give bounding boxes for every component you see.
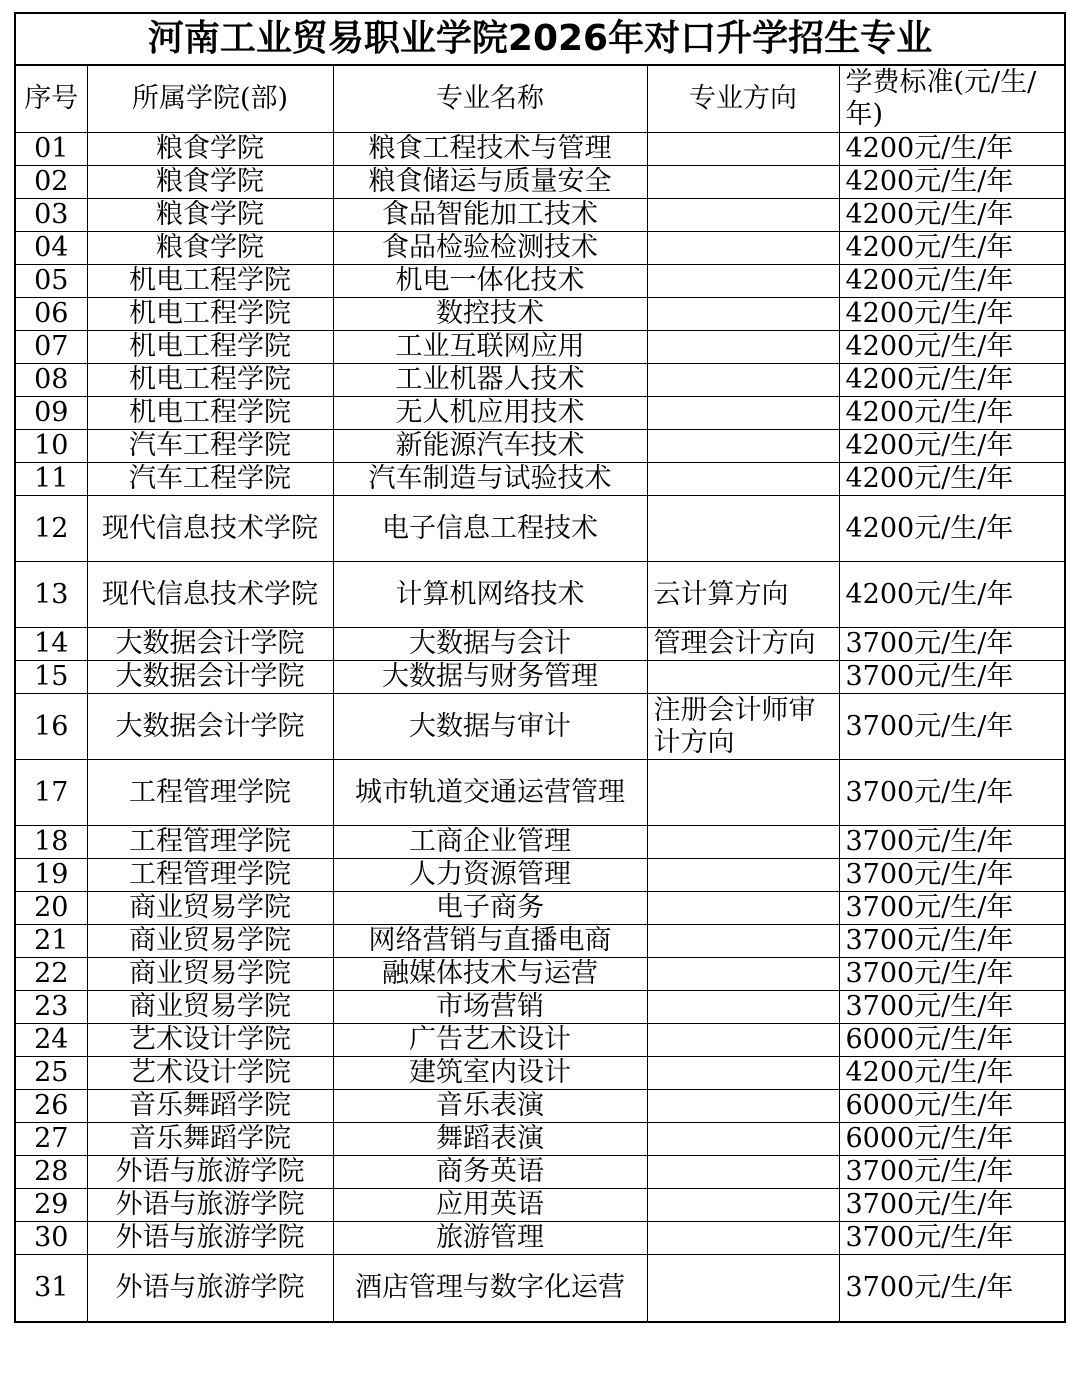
table-row xyxy=(16,562,1066,628)
row-fee: 4200元/生/年 xyxy=(839,331,1066,364)
row-fee: 3700元/生/年 xyxy=(839,925,1066,958)
page-title: 河南工业贸易职业学院2026年对口升学招生专业 xyxy=(16,14,1064,65)
row-college: 粮食学院 xyxy=(87,199,333,232)
row-index: 08 xyxy=(16,364,87,397)
row-college: 商业贸易学院 xyxy=(87,925,333,958)
row-index: 22 xyxy=(16,958,87,991)
row-direction xyxy=(647,133,839,166)
row-fee: 4200元/生/年 xyxy=(839,298,1066,331)
row-direction xyxy=(647,463,839,496)
row-major: 广告艺术设计 xyxy=(333,1024,647,1057)
table-row xyxy=(16,859,1066,892)
row-index: 27 xyxy=(16,1123,87,1156)
row-major: 食品检验检测技术 xyxy=(333,232,647,265)
row-fee: 3700元/生/年 xyxy=(839,826,1066,859)
row-college: 外语与旅游学院 xyxy=(87,1255,333,1321)
row-index: 31 xyxy=(16,1255,87,1321)
table-row xyxy=(16,1024,1066,1057)
row-index: 26 xyxy=(16,1090,87,1123)
table-row xyxy=(16,760,1066,826)
row-direction xyxy=(647,298,839,331)
row-direction xyxy=(647,166,839,199)
row-index: 10 xyxy=(16,430,87,463)
table-row xyxy=(16,331,1066,364)
row-college: 大数据会计学院 xyxy=(87,694,333,760)
row-direction xyxy=(647,892,839,925)
row-index: 13 xyxy=(16,562,87,628)
row-major: 大数据与财务管理 xyxy=(333,661,647,694)
row-major: 食品智能加工技术 xyxy=(333,199,647,232)
row-direction: 云计算方向 xyxy=(647,562,839,628)
row-college: 机电工程学院 xyxy=(87,298,333,331)
table-row xyxy=(16,496,1066,562)
row-major: 市场营销 xyxy=(333,991,647,1024)
row-fee: 3700元/生/年 xyxy=(839,1255,1066,1321)
row-fee: 4200元/生/年 xyxy=(839,562,1066,628)
row-major: 网络营销与直播电商 xyxy=(333,925,647,958)
row-college: 大数据会计学院 xyxy=(87,628,333,661)
row-major: 应用英语 xyxy=(333,1189,647,1222)
row-direction xyxy=(647,265,839,298)
row-direction xyxy=(647,496,839,562)
table-row xyxy=(16,1123,1066,1156)
row-major: 汽车制造与试验技术 xyxy=(333,463,647,496)
row-major: 酒店管理与数字化运营 xyxy=(333,1255,647,1321)
row-fee: 3700元/生/年 xyxy=(839,859,1066,892)
row-college: 艺术设计学院 xyxy=(87,1024,333,1057)
row-index: 05 xyxy=(16,265,87,298)
row-college: 外语与旅游学院 xyxy=(87,1222,333,1255)
table-row xyxy=(16,1189,1066,1222)
header-major: 专业名称 xyxy=(333,66,647,133)
row-college: 音乐舞蹈学院 xyxy=(87,1090,333,1123)
row-direction xyxy=(647,331,839,364)
row-index: 20 xyxy=(16,892,87,925)
row-direction xyxy=(647,958,839,991)
row-index: 30 xyxy=(16,1222,87,1255)
row-college: 现代信息技术学院 xyxy=(87,562,333,628)
header-direction: 专业方向 xyxy=(647,66,839,133)
row-direction xyxy=(647,1024,839,1057)
row-fee: 3700元/生/年 xyxy=(839,760,1066,826)
row-index: 01 xyxy=(16,133,87,166)
row-college: 汽车工程学院 xyxy=(87,463,333,496)
row-major: 建筑室内设计 xyxy=(333,1057,647,1090)
row-major: 大数据与会计 xyxy=(333,628,647,661)
row-fee: 3700元/生/年 xyxy=(839,991,1066,1024)
header-college: 所属学院(部) xyxy=(87,66,333,133)
row-fee: 3700元/生/年 xyxy=(839,1189,1066,1222)
row-index: 15 xyxy=(16,661,87,694)
row-major: 电子商务 xyxy=(333,892,647,925)
row-direction xyxy=(647,1123,839,1156)
row-major: 工商企业管理 xyxy=(333,826,647,859)
row-index: 28 xyxy=(16,1156,87,1189)
row-fee: 3700元/生/年 xyxy=(839,892,1066,925)
row-fee: 6000元/生/年 xyxy=(839,1090,1066,1123)
row-college: 商业贸易学院 xyxy=(87,991,333,1024)
row-college: 现代信息技术学院 xyxy=(87,496,333,562)
row-direction xyxy=(647,1222,839,1255)
row-college: 机电工程学院 xyxy=(87,331,333,364)
row-college: 机电工程学院 xyxy=(87,265,333,298)
row-direction xyxy=(647,925,839,958)
table-row xyxy=(16,463,1066,496)
table-row xyxy=(16,958,1066,991)
row-major: 工业机器人技术 xyxy=(333,364,647,397)
header-index: 序号 xyxy=(16,66,87,133)
row-index: 24 xyxy=(16,1024,87,1057)
table-row xyxy=(16,1156,1066,1189)
table-row xyxy=(16,397,1066,430)
row-index: 09 xyxy=(16,397,87,430)
row-index: 11 xyxy=(16,463,87,496)
row-college: 机电工程学院 xyxy=(87,364,333,397)
row-index: 04 xyxy=(16,232,87,265)
table-row xyxy=(16,826,1066,859)
table-row xyxy=(16,892,1066,925)
row-college: 粮食学院 xyxy=(87,166,333,199)
row-major: 数控技术 xyxy=(333,298,647,331)
row-fee: 3700元/生/年 xyxy=(839,1222,1066,1255)
row-index: 16 xyxy=(16,694,87,760)
row-fee: 3700元/生/年 xyxy=(839,694,1066,760)
row-college: 商业贸易学院 xyxy=(87,958,333,991)
admissions-sheet xyxy=(14,12,1066,1323)
row-major: 商务英语 xyxy=(333,1156,647,1189)
table-row xyxy=(16,199,1066,232)
row-college: 机电工程学院 xyxy=(87,397,333,430)
table-row xyxy=(16,991,1066,1024)
table-row xyxy=(16,1057,1066,1090)
row-fee: 4200元/生/年 xyxy=(839,463,1066,496)
row-college: 大数据会计学院 xyxy=(87,661,333,694)
row-fee: 4200元/生/年 xyxy=(839,430,1066,463)
row-index: 19 xyxy=(16,859,87,892)
row-major: 粮食储运与质量安全 xyxy=(333,166,647,199)
header-row xyxy=(16,66,1066,133)
table-row xyxy=(16,265,1066,298)
row-index: 17 xyxy=(16,760,87,826)
table-row xyxy=(16,1222,1066,1255)
majors-table xyxy=(16,65,1066,1321)
row-major: 粮食工程技术与管理 xyxy=(333,133,647,166)
table-row xyxy=(16,232,1066,265)
row-college: 外语与旅游学院 xyxy=(87,1156,333,1189)
row-major: 旅游管理 xyxy=(333,1222,647,1255)
row-fee: 4200元/生/年 xyxy=(839,232,1066,265)
table-row xyxy=(16,133,1066,166)
table-row xyxy=(16,925,1066,958)
table-row xyxy=(16,694,1066,760)
table-row xyxy=(16,661,1066,694)
row-index: 25 xyxy=(16,1057,87,1090)
row-major: 人力资源管理 xyxy=(333,859,647,892)
row-fee: 6000元/生/年 xyxy=(839,1123,1066,1156)
row-index: 03 xyxy=(16,199,87,232)
row-major: 融媒体技术与运营 xyxy=(333,958,647,991)
row-college: 粮食学院 xyxy=(87,232,333,265)
row-index: 02 xyxy=(16,166,87,199)
row-direction xyxy=(647,430,839,463)
row-fee: 4200元/生/年 xyxy=(839,364,1066,397)
row-direction xyxy=(647,364,839,397)
row-index: 23 xyxy=(16,991,87,1024)
row-index: 06 xyxy=(16,298,87,331)
row-fee: 6000元/生/年 xyxy=(839,1024,1066,1057)
row-index: 07 xyxy=(16,331,87,364)
row-major: 无人机应用技术 xyxy=(333,397,647,430)
row-college: 粮食学院 xyxy=(87,133,333,166)
row-major: 电子信息工程技术 xyxy=(333,496,647,562)
row-fee: 4200元/生/年 xyxy=(839,265,1066,298)
table-row xyxy=(16,298,1066,331)
header-fee: 学费标准(元/生/年) xyxy=(839,66,1066,133)
row-major: 新能源汽车技术 xyxy=(333,430,647,463)
row-direction xyxy=(647,760,839,826)
row-direction xyxy=(647,1156,839,1189)
table-row xyxy=(16,430,1066,463)
row-direction xyxy=(647,397,839,430)
row-fee: 4200元/生/年 xyxy=(839,199,1066,232)
row-college: 工程管理学院 xyxy=(87,859,333,892)
row-college: 音乐舞蹈学院 xyxy=(87,1123,333,1156)
row-index: 21 xyxy=(16,925,87,958)
row-index: 29 xyxy=(16,1189,87,1222)
table-row xyxy=(16,628,1066,661)
row-direction xyxy=(647,1189,839,1222)
row-direction xyxy=(647,991,839,1024)
row-index: 14 xyxy=(16,628,87,661)
table-row xyxy=(16,166,1066,199)
row-fee: 3700元/生/年 xyxy=(839,628,1066,661)
row-college: 艺术设计学院 xyxy=(87,1057,333,1090)
row-major: 城市轨道交通运营管理 xyxy=(333,760,647,826)
row-direction: 管理会计方向 xyxy=(647,628,839,661)
table-row xyxy=(16,364,1066,397)
row-direction: 注册会计师审计方向 xyxy=(647,694,839,760)
row-fee: 4200元/生/年 xyxy=(839,166,1066,199)
row-major: 工业互联网应用 xyxy=(333,331,647,364)
row-direction xyxy=(647,1090,839,1123)
row-fee: 4200元/生/年 xyxy=(839,1057,1066,1090)
row-direction xyxy=(647,859,839,892)
table-row xyxy=(16,1090,1066,1123)
row-major: 音乐表演 xyxy=(333,1090,647,1123)
row-fee: 3700元/生/年 xyxy=(839,661,1066,694)
row-college: 工程管理学院 xyxy=(87,826,333,859)
row-fee: 3700元/生/年 xyxy=(839,958,1066,991)
table-body xyxy=(16,133,1066,1321)
row-direction xyxy=(647,1057,839,1090)
row-major: 大数据与审计 xyxy=(333,694,647,760)
row-index: 12 xyxy=(16,496,87,562)
row-college: 商业贸易学院 xyxy=(87,892,333,925)
row-fee: 3700元/生/年 xyxy=(839,1156,1066,1189)
row-direction xyxy=(647,661,839,694)
row-direction xyxy=(647,1255,839,1321)
row-fee: 4200元/生/年 xyxy=(839,133,1066,166)
table-row xyxy=(16,1255,1066,1321)
row-college: 外语与旅游学院 xyxy=(87,1189,333,1222)
row-direction xyxy=(647,826,839,859)
row-index: 18 xyxy=(16,826,87,859)
row-direction xyxy=(647,232,839,265)
row-college: 工程管理学院 xyxy=(87,760,333,826)
row-major: 舞蹈表演 xyxy=(333,1123,647,1156)
row-major: 计算机网络技术 xyxy=(333,562,647,628)
row-direction xyxy=(647,199,839,232)
row-fee: 4200元/生/年 xyxy=(839,496,1066,562)
row-major: 机电一体化技术 xyxy=(333,265,647,298)
row-college: 汽车工程学院 xyxy=(87,430,333,463)
row-fee: 4200元/生/年 xyxy=(839,397,1066,430)
